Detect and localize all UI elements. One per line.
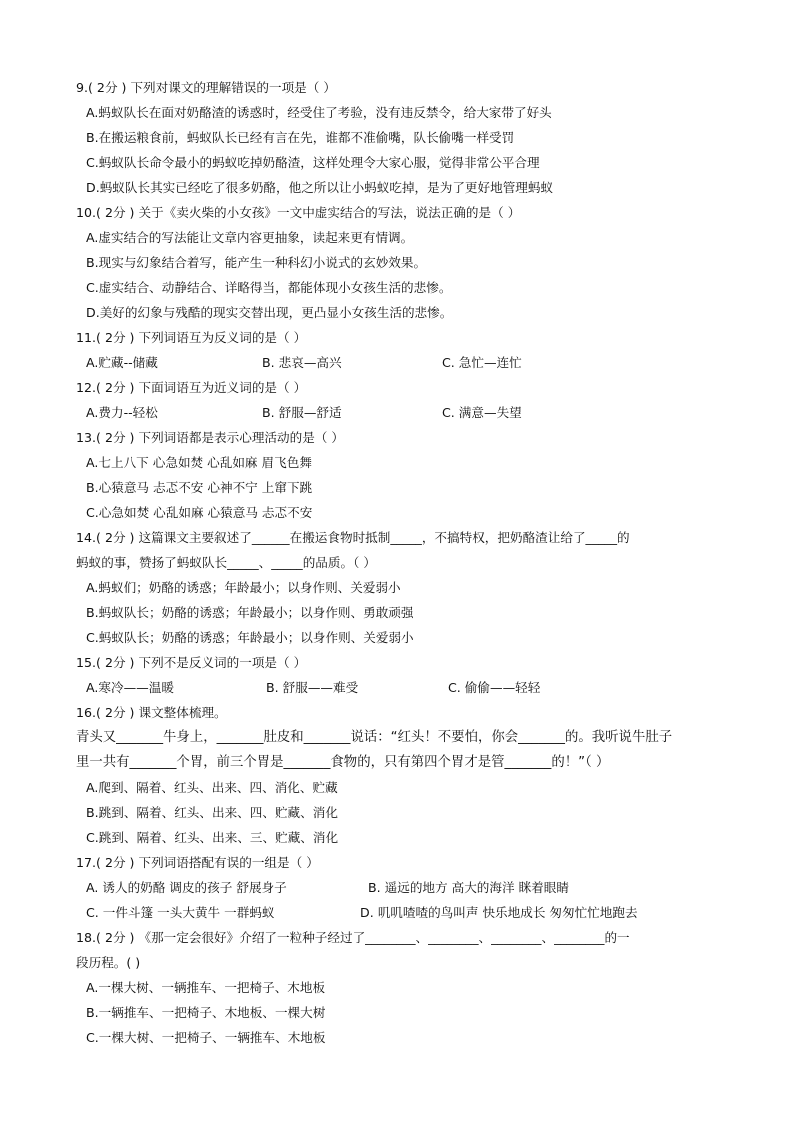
question-13-option-a: A.七上八下 心急如焚 心乱如麻 眉飞色舞 bbox=[86, 455, 312, 470]
question-18-stem: 18.( 2分 ) 《那一定会很好》介绍了一粒种子经过了________、________、________、________的一 bbox=[76, 930, 630, 945]
question-12-option-b: B. 舒服—舒适 bbox=[262, 405, 342, 420]
question-10-option-b: B.现实与幻象结合着写，能产生一种科幻小说式的玄妙效果。 bbox=[86, 255, 427, 270]
question-10-option-a: A.虚实结合的写法能让文章内容更抽象，读起来更有情调。 bbox=[86, 230, 414, 245]
question-10-stem: 10.( 2分 ) 关于《卖火柴的小女孩》一文中虚实结合的写法，说法正确的是（ ） bbox=[76, 205, 521, 220]
question-10-option-c: C.虚实结合、动静结合、详略得当，都能体现小女孩生活的悲惨。 bbox=[86, 280, 452, 295]
question-14-option-a: A.蚂蚁们；奶酪的诱惑；年龄最小；以身作则、关爱弱小 bbox=[86, 580, 401, 595]
question-14-stem: 14.( 2分 ) 这篇课文主要叙述了______在搬运食物时抵制_____，不搞特权，把奶酪渣让给了_____的 bbox=[76, 530, 630, 545]
question-18-stem-continued: 段历程。( ) bbox=[76, 955, 141, 970]
question-16-passage-line-2: 里一共有_______个胃，前三个胃是_______食物的，只有第四个胃才是管_______的！”（ ） bbox=[76, 755, 610, 770]
question-11-option-b: B. 悲哀—高兴 bbox=[262, 355, 342, 370]
question-17-option-d: D. 叽叽喳喳的鸟叫声 快乐地成长 匆匆忙忙地跑去 bbox=[360, 905, 638, 920]
question-13-stem: 13.( 2分 ) 下列词语都是表示心理活动的是（ ） bbox=[76, 430, 344, 445]
question-15-option-c: C. 偷偷——轻轻 bbox=[448, 680, 541, 695]
question-17-option-b: B. 遥远的地方 高大的海洋 眯着眼睛 bbox=[368, 880, 569, 895]
question-15-option-a: A.寒冷——温暖 bbox=[86, 680, 174, 695]
question-13-option-b: B.心猿意马 忐忑不安 心神不宁 上窜下跳 bbox=[86, 480, 313, 495]
question-12-stem: 12.( 2分 ) 下面词语互为近义词的是（ ） bbox=[76, 380, 307, 395]
question-9-option-c: C.蚂蚁队长命令最小的蚂蚁吃掉奶酪渣，这样处理令大家心服，觉得非常公平合理 bbox=[86, 155, 540, 170]
question-12-option-c: C. 满意—失望 bbox=[442, 405, 522, 420]
question-11-option-a: A.贮藏--储藏 bbox=[86, 355, 158, 370]
question-11-option-c: C. 急忙—连忙 bbox=[442, 355, 522, 370]
question-11-stem: 11.( 2分 ) 下列词语互为反义词的是（ ） bbox=[76, 330, 307, 345]
question-12-option-a: A.费力--轻松 bbox=[86, 405, 158, 420]
question-9-option-b: B.在搬运粮食前，蚂蚁队长已经有言在先，谁都不准偷嘴，队长偷嘴一样受罚 bbox=[86, 130, 515, 145]
question-13-option-c: C.心急如焚 心乱如麻 心猿意马 忐忑不安 bbox=[86, 505, 313, 520]
question-17-stem: 17.( 2分 ) 下列词语搭配有误的一组是（ ） bbox=[76, 855, 319, 870]
question-15-option-b: B. 舒服——难受 bbox=[266, 680, 359, 695]
question-16-option-c: C.跳到、隔着、红头、出来、三、贮藏、消化 bbox=[86, 830, 339, 845]
question-18-option-b: B.一辆推车、一把椅子、木地板、一棵大树 bbox=[86, 1005, 326, 1020]
question-16-stem: 16.( 2分 ) 课文整体梳理。 bbox=[76, 705, 227, 720]
question-14-option-c: C.蚂蚁队长；奶酪的诱惑；年龄最小；以身作则、关爱弱小 bbox=[86, 630, 414, 645]
question-14-stem-continued: 蚂蚁的事，赞扬了蚂蚁队长_____、_____的品质。（ ） bbox=[76, 555, 376, 570]
question-17-option-c: C. 一件斗篷 一头大黄牛 一群蚂蚁 bbox=[86, 905, 275, 920]
question-18-option-c: C.一棵大树、一把椅子、一辆推车、木地板 bbox=[86, 1030, 326, 1045]
question-16-option-a: A.爬到、隔着、红头、出来、四、消化、贮藏 bbox=[86, 780, 338, 795]
question-18-option-a: A.一棵大树、一辆推车、一把椅子、木地板 bbox=[86, 980, 326, 995]
question-10-option-d: D.美好的幻象与残酷的现实交替出现，更凸显小女孩生活的悲惨。 bbox=[86, 305, 453, 320]
question-9-option-d: D.蚂蚁队长其实已经吃了很多奶酪，他之所以让小蚂蚁吃掉，是为了更好地管理蚂蚁 bbox=[86, 180, 554, 195]
question-16-passage-line-1: 青头又_______牛身上，_______肚皮和_______说话：“红头！不要怕，你会_______的。我听说牛肚子 bbox=[76, 730, 673, 745]
question-16-option-b: B.跳到、隔着、红头、出来、四、贮藏、消化 bbox=[86, 805, 338, 820]
question-9-stem: 9.( 2分 ) 下列对课文的理解错误的一项是（ ） bbox=[76, 80, 336, 95]
question-9-option-a: A.蚂蚁队长在面对奶酪渣的诱惑时，经受住了考验，没有违反禁令，给大家带了好头 bbox=[86, 105, 552, 120]
question-14-option-b: B.蚂蚁队长；奶酪的诱惑；年龄最小；以身作则、勇敢顽强 bbox=[86, 605, 414, 620]
question-17-option-a: A. 诱人的奶酪 调皮的孩子 舒展身子 bbox=[86, 880, 287, 895]
question-15-stem: 15.( 2分 ) 下列不是反义词的一项是（ ） bbox=[76, 655, 307, 670]
